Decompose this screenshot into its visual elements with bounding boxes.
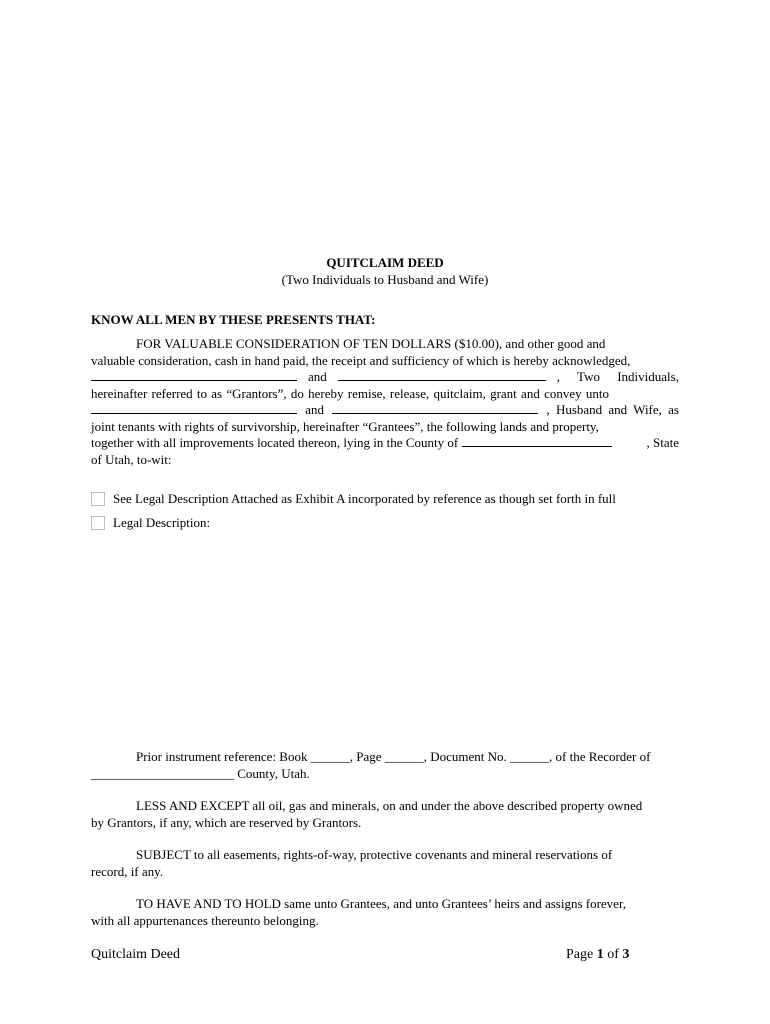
consideration-line-2 xyxy=(91,353,679,370)
consideration-line-1 xyxy=(91,336,679,353)
consideration-line-4 xyxy=(91,386,679,403)
less-except-paragraph xyxy=(91,798,679,831)
and-text-1: and xyxy=(308,369,327,384)
husband-wife-text: , Husband and Wife, as xyxy=(546,402,679,417)
consideration-line-5 xyxy=(91,402,679,419)
legal-description-checkbox-row xyxy=(91,515,210,531)
consideration-paragraph xyxy=(91,336,679,468)
page-label: Page xyxy=(566,947,594,962)
grantee-1-blank[interactable] xyxy=(91,402,297,414)
habendum-text-1: TO HAVE AND TO HOLD same unto Grantees, and unto Grantees’ heirs and assigns forever, xyxy=(136,896,627,911)
subject-paragraph xyxy=(91,847,679,880)
exhibit-checkbox-label: See Legal Description Attached as Exhibit A incorporated by reference as though set forth in full xyxy=(113,491,616,506)
consideration-line-3 xyxy=(91,369,679,386)
consideration-text-1: FOR VALUABLE CONSIDERATION OF TEN DOLLARS ($10.00), and other good and xyxy=(136,336,606,351)
consideration-line-8: of Utah, to-wit: xyxy=(91,451,172,467)
habendum-paragraph xyxy=(91,896,679,929)
county-text: together with all improvements located thereon, lying in the County of xyxy=(91,435,459,450)
know-all-men-heading: KNOW ALL MEN BY THESE PRESENTS THAT: xyxy=(91,312,376,327)
of-label: of xyxy=(607,947,619,962)
current-page: 1 xyxy=(596,947,604,962)
habendum-text-2: with all appurtenances thereunto belonging. xyxy=(91,912,319,928)
total-pages: 3 xyxy=(622,947,630,962)
grantor-1-blank[interactable] xyxy=(91,369,297,381)
two-individuals-text: , Two Individuals, xyxy=(556,369,679,384)
subject-text-1: SUBJECT to all easements, rights-of-way, protective covenants and mineral reservations of xyxy=(136,847,613,862)
deed-title-block xyxy=(0,255,770,288)
prior-instrument-paragraph xyxy=(91,749,679,782)
prior-instrument-text-1: Prior instrument reference: Book ______, Page ______, Document No. ______, of the Recorder of xyxy=(136,749,651,764)
exhibit-checkbox-row xyxy=(91,491,616,507)
exhibit-checkbox[interactable] xyxy=(91,492,105,506)
legal-description-checkbox[interactable] xyxy=(91,516,105,530)
grantor-2-blank[interactable] xyxy=(338,369,546,381)
footer-document-name: Quitclaim Deed xyxy=(91,947,181,962)
consideration-text-6: joint tenants with rights of survivorship, hereinafter “Grantees”, the following lands and property, xyxy=(91,418,599,434)
legal-description-label: Legal Description: xyxy=(113,515,211,530)
grantee-2-blank[interactable] xyxy=(332,402,538,414)
subject-text-2: record, if any. xyxy=(91,863,164,879)
consideration-line-6 xyxy=(91,419,679,436)
and-text-2: and xyxy=(305,402,324,417)
deed-title: QUITCLAIM DEED xyxy=(326,255,444,270)
less-except-text-1: LESS AND EXCEPT all oil, gas and minerals, on and under the above described property owned xyxy=(136,798,643,813)
county-blank[interactable] xyxy=(462,435,612,447)
consideration-text-4: hereinafter referred to as “Grantors”, do hereby remise, release, quitclaim, grant and convey unto xyxy=(91,385,609,401)
prior-instrument-text-2: ______________________ County, Utah. xyxy=(91,765,310,781)
footer-page-number xyxy=(566,947,629,963)
consideration-text-2: valuable consideration, cash in hand paid, the receipt and sufficiency of which is hereby acknowledged, xyxy=(91,352,631,368)
deed-subtitle: (Two Individuals to Husband and Wife) xyxy=(281,271,489,287)
state-text: , State xyxy=(646,435,679,450)
consideration-line-7 xyxy=(91,435,679,452)
less-except-text-2: by Grantors, if any, which are reserved by Grantors. xyxy=(91,814,362,830)
